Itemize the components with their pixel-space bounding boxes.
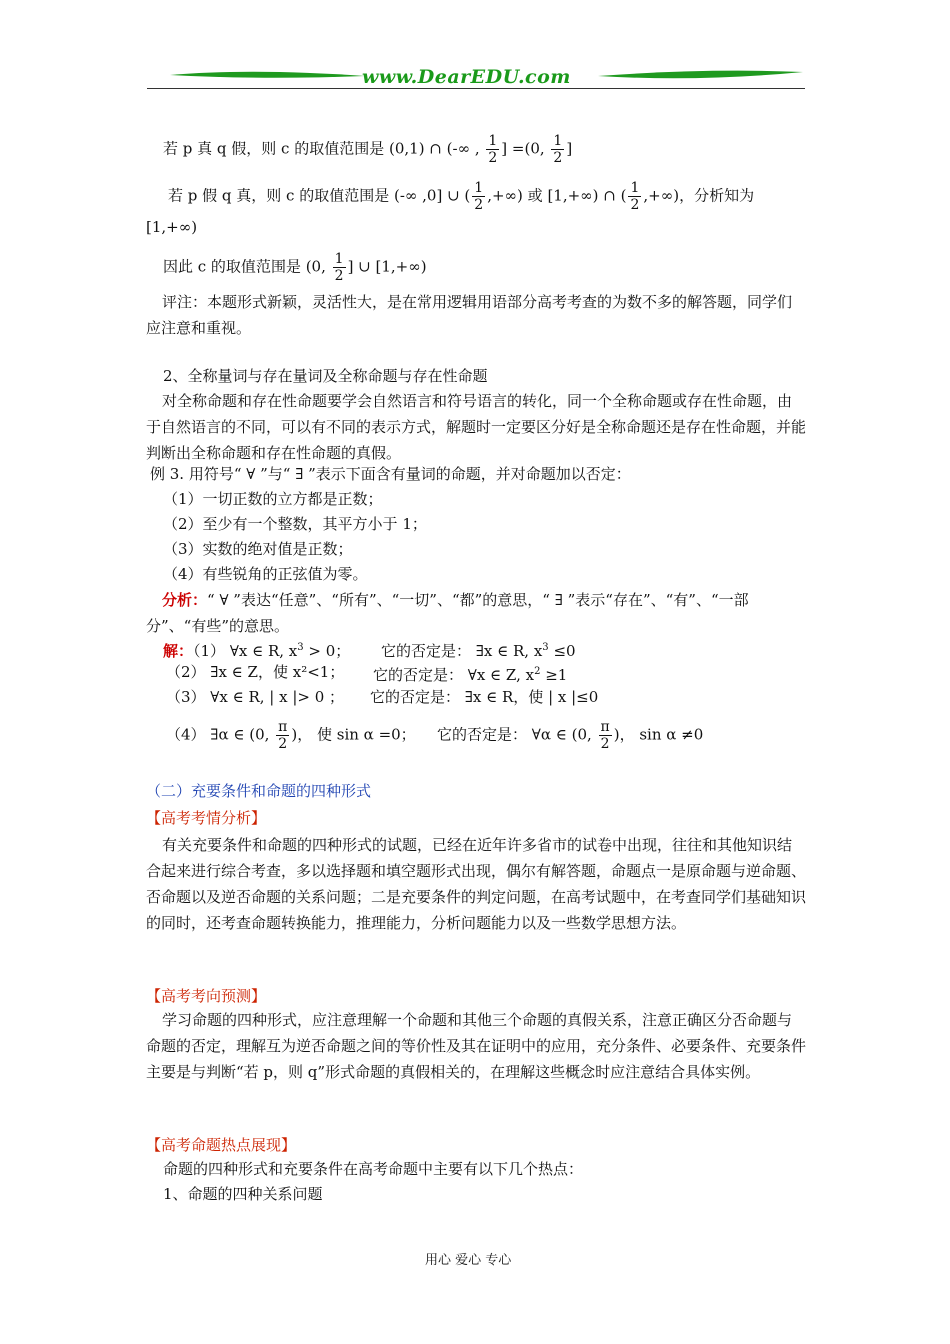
text-segment: （4） ∃α ∈ (0, bbox=[166, 725, 275, 744]
solution-3-negation: 它的否定是： ∃x ∈ R，使 | x |≤0 bbox=[370, 688, 599, 706]
list-item: （1）一切正数的立方都是正数； bbox=[163, 490, 383, 508]
section-2-body: 对全称命题和存在性命题要学会自然语言和符号语言的转化，同一个全称命题或存在性命题，由于自然语言的不同，可以有不同的表示方式，解题时一定要区分好是全称命题还是存在性命题，并能判断出全称命题和存在性命题的真假。 bbox=[146, 392, 807, 462]
right-swoosh-decoration bbox=[598, 68, 803, 82]
case-p-false-q-true bbox=[168, 180, 754, 213]
solution-label: 解： bbox=[163, 642, 194, 660]
example-3: 例 3. 用符号“ ∀ ”与“ ∃ ”表示下面含有量词的命题，并对命题加以否定： bbox=[150, 465, 631, 483]
text-segment: ,+∞)，分析知为 bbox=[643, 186, 755, 205]
section-b-title: （二）充要条件和命题的四种形式 bbox=[146, 782, 372, 800]
text-segment: 它的否定是： ∀α ∈ (0, bbox=[437, 725, 597, 744]
heading-exam-hotspots: 【高考命题热点展现】 bbox=[146, 1136, 297, 1154]
solution-4-negation bbox=[437, 719, 703, 752]
text-segment: ,+∞) 或 [1,+∞) ∩ ( bbox=[487, 186, 627, 205]
fraction-half: $\frac{1}{2}$ bbox=[488, 133, 498, 166]
heading-exam-analysis: 【高考考情分析】 bbox=[146, 809, 267, 827]
section-2-title: 2、全称量词与存在量词及全称命题与存在性命题 bbox=[163, 367, 488, 385]
text-segment: ] =(0, bbox=[501, 139, 550, 158]
text-segment: > 0； bbox=[303, 642, 351, 660]
fraction-half: $\frac{1}{2}$ bbox=[553, 133, 563, 166]
list-item: （3）实数的绝对值是正数； bbox=[163, 540, 353, 558]
text-segment: ] ∪ [1,+∞) bbox=[347, 257, 427, 276]
list-item: （4）有些锐角的正弦值为零。 bbox=[163, 565, 368, 583]
text-segment: 若 p 真 q 假，则 c 的取值范围是 (0,1) ∩ (-∞ , bbox=[163, 139, 485, 158]
case-p-false-q-true-cont: [1,+∞) bbox=[146, 218, 198, 236]
text-segment: 若 p 假 q 真，则 c 的取值范围是 (-∞ ,0] ∪ ( bbox=[168, 186, 471, 205]
hotspot-item-1: 1、命题的四种关系问题 bbox=[163, 1185, 323, 1203]
solution-2: （2） ∃x ∈ Z，使 x²<1； bbox=[166, 663, 345, 681]
site-logo: www.DearEDU.com bbox=[362, 66, 571, 88]
exam-hotspots-body: 命题的四种形式和充要条件在高考命题中主要有以下几个热点： bbox=[163, 1160, 584, 1178]
header-rule bbox=[147, 88, 805, 89]
analysis-label: 分析： bbox=[162, 591, 208, 609]
solution-4 bbox=[166, 719, 416, 752]
text-segment: 它的否定是： ∃x ∈ R, x bbox=[381, 642, 543, 660]
solution-3: （3） ∀x ∈ R, | x |> 0 ； bbox=[166, 688, 345, 706]
text-segment: ] bbox=[566, 139, 573, 158]
heading-exam-forecast: 【高考考向预测】 bbox=[146, 987, 267, 1005]
left-swoosh-decoration bbox=[170, 68, 365, 82]
exponent: 3 bbox=[542, 642, 549, 653]
exponent: 3 bbox=[297, 642, 304, 653]
exam-analysis-body: 有关充要条件和命题的四种形式的试题，已经在近年许多省市的试卷中出现，往往和其他知识结合起来进行综合考查，多以选择题和填空题形式出现，偶尔有解答题，命题点一是原命题与逆命题、否命题以及逆否命题的关系问题；二是充要条件的判定问题，在高考试题中，在考查同学们基础知识的同时，还考查命题转换能力，推理能力，分析问题能力以及一些数学思想方法。 bbox=[146, 836, 807, 932]
fraction-half: $\frac{1}{2}$ bbox=[474, 180, 484, 213]
text-segment: （1） ∀x ∈ R, x bbox=[193, 642, 298, 660]
exam-forecast-body: 学习命题的四种形式，应注意理解一个命题和其他三个命题的真假关系，注意正确区分否命题与命题的否定，理解互为逆否命题之间的等价性及其在证明中的应用，充分条件、必要条件、充要条件主要是与判断“若 p，则 q”形式命题的真假相关的，在理解这些概念时应注意结合具体实例。 bbox=[146, 1011, 807, 1081]
solution-2-negation bbox=[373, 660, 567, 687]
list-item: （2）至少有一个整数，其平方小于 1； bbox=[163, 515, 427, 533]
conclusion-range bbox=[163, 251, 427, 284]
text-segment: ≥1 bbox=[540, 666, 568, 684]
case-p-true-q-false bbox=[163, 133, 572, 166]
analysis-paragraph bbox=[146, 587, 806, 639]
text-segment: 它的否定是： ∀x ∈ Z, x bbox=[373, 666, 535, 684]
text-segment: ≤0 bbox=[548, 642, 576, 660]
text-segment: )， 使 sin α =0； bbox=[291, 725, 416, 744]
text-segment: )， sin α ≠0 bbox=[613, 725, 704, 744]
text-segment: 因此 c 的取值范围是 (0, bbox=[163, 257, 331, 276]
solution-1 bbox=[163, 636, 350, 663]
fraction-pi-over-2: $\frac{\pi}{2}$ bbox=[278, 719, 288, 752]
page-footer: 用心 爱心 专心 bbox=[425, 1253, 512, 1268]
fraction-half: $\frac{1}{2}$ bbox=[334, 251, 344, 284]
fraction-half: $\frac{1}{2}$ bbox=[630, 180, 640, 213]
comment-paragraph: 评注：本题形式新颖，灵活性大，是在常用逻辑用语部分高考考查的为数不多的解答题，同学们应注意和重视。 bbox=[146, 293, 793, 337]
exponent: 2 bbox=[534, 666, 541, 677]
solution-1-negation bbox=[381, 636, 576, 663]
fraction-pi-over-2: $\frac{\pi}{2}$ bbox=[600, 719, 610, 752]
analysis-body: “ ∀ ”表达“任意”、“所有”、“一切”、“都”的意思，“ ∃ ”表示“存在”、“有”、“一部分”、“有些”的意思。 bbox=[146, 591, 749, 635]
